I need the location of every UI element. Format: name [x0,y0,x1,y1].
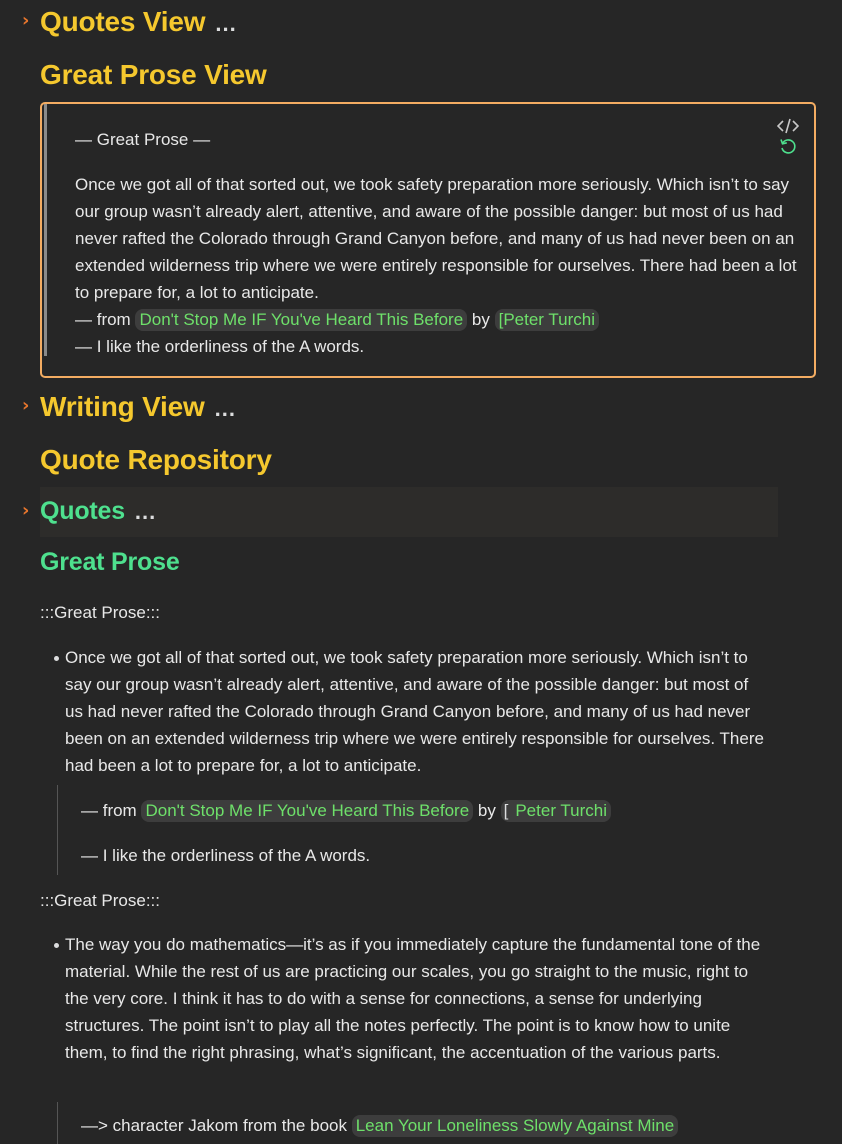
quote-note: — I like the orderliness of the A words. [81,846,371,865]
book-link[interactable]: Don't Stop Me IF You've Heard This Before [135,309,467,331]
section-marker: :::Great Prose::: [40,603,160,622]
callout-left-bar [44,104,47,356]
heading-writing-view: Writing View ... [40,391,236,422]
quote-source-line: — from Don't Stop Me IF You've Heard This Before by [ Peter Turchi [81,797,611,824]
collapse-arrow-icon[interactable]: › [22,395,30,416]
book-link[interactable]: Don't Stop Me IF You've Heard This Before [141,800,473,822]
author-link[interactable]: Peter Turchi [511,800,611,822]
indent-guide [57,1102,58,1144]
bullet-icon [54,656,59,661]
heading-great-prose-view: Great Prose View [40,59,267,90]
callout-actions [776,118,800,156]
callout-quote-body: Once we got all of that sorted out, we took safety preparation more seriously. Which isn’t to say our group wasn’t already alert, attentive, and aware of the possible danger: but most of us had never rafted the Colorado through Grand Canyon before, and many of us had never been on an extended wilderness trip where we were entirely responsible for ourselves. There had been a lot to prepare for, a lot to anticipate. [75,175,797,302]
section-marker: :::Great Prose::: [40,891,160,910]
collapsed-ellipsis[interactable]: ... [214,396,236,421]
heading-quotes-view: Quotes View ... [40,6,237,37]
heading-quote-repository: Quote Repository [40,444,272,475]
indent-guide [57,785,58,875]
bullet-icon [54,943,59,948]
heading-quotes: Quotes ... [40,497,157,525]
collapse-arrow-icon[interactable]: › [22,500,30,521]
callout-note: — I like the orderliness of the A words. [75,337,365,356]
quote-source-line: —> character Jakom from the book Lean Your Loneliness Slowly Against Mine [81,1112,678,1139]
book-link[interactable]: Lean Your Loneliness Slowly Against Mine [352,1115,679,1137]
great-prose-callout[interactable] [40,102,816,378]
collapse-arrow-icon[interactable]: › [22,10,30,31]
author-link[interactable]: [Peter Turchi [495,309,599,331]
collapsed-ellipsis[interactable]: ... [134,499,157,524]
refresh-icon[interactable] [778,136,798,156]
quote-text: Once we got all of that sorted out, we took safety preparation more seriously. Which isn’t to say our group wasn’t already alert, attentive, and aware of the possible danger: but most of us had never rafted the Colorado through Grand Canyon before, and many of us had never been on an extended wilderness trip where we were entirely responsible for ourselves. There had been a lot to prepare for, a lot to anticipate. [65,648,764,775]
callout-source-line: — from Don't Stop Me IF You've Heard This Before by [Peter Turchi [75,306,599,333]
callout-title: — Great Prose — [75,130,211,149]
heading-great-prose: Great Prose [40,548,180,576]
code-icon[interactable] [777,118,799,134]
collapsed-ellipsis[interactable]: ... [215,11,237,36]
quote-text: The way you do mathematics—it’s as if you immediately capture the fundamental tone of the material. While the rest of us are practicing our scales, you go straight to the music, right to the very core. I think it has to do with a sense for connections, a sense for underlying structures. The point isn’t to play all the notes perfectly. The point is to know how to unite them, to find the right phrasing, what’s significant, the accentuation of the various parts. [65,935,761,1062]
link-bracket: [ [501,800,512,822]
